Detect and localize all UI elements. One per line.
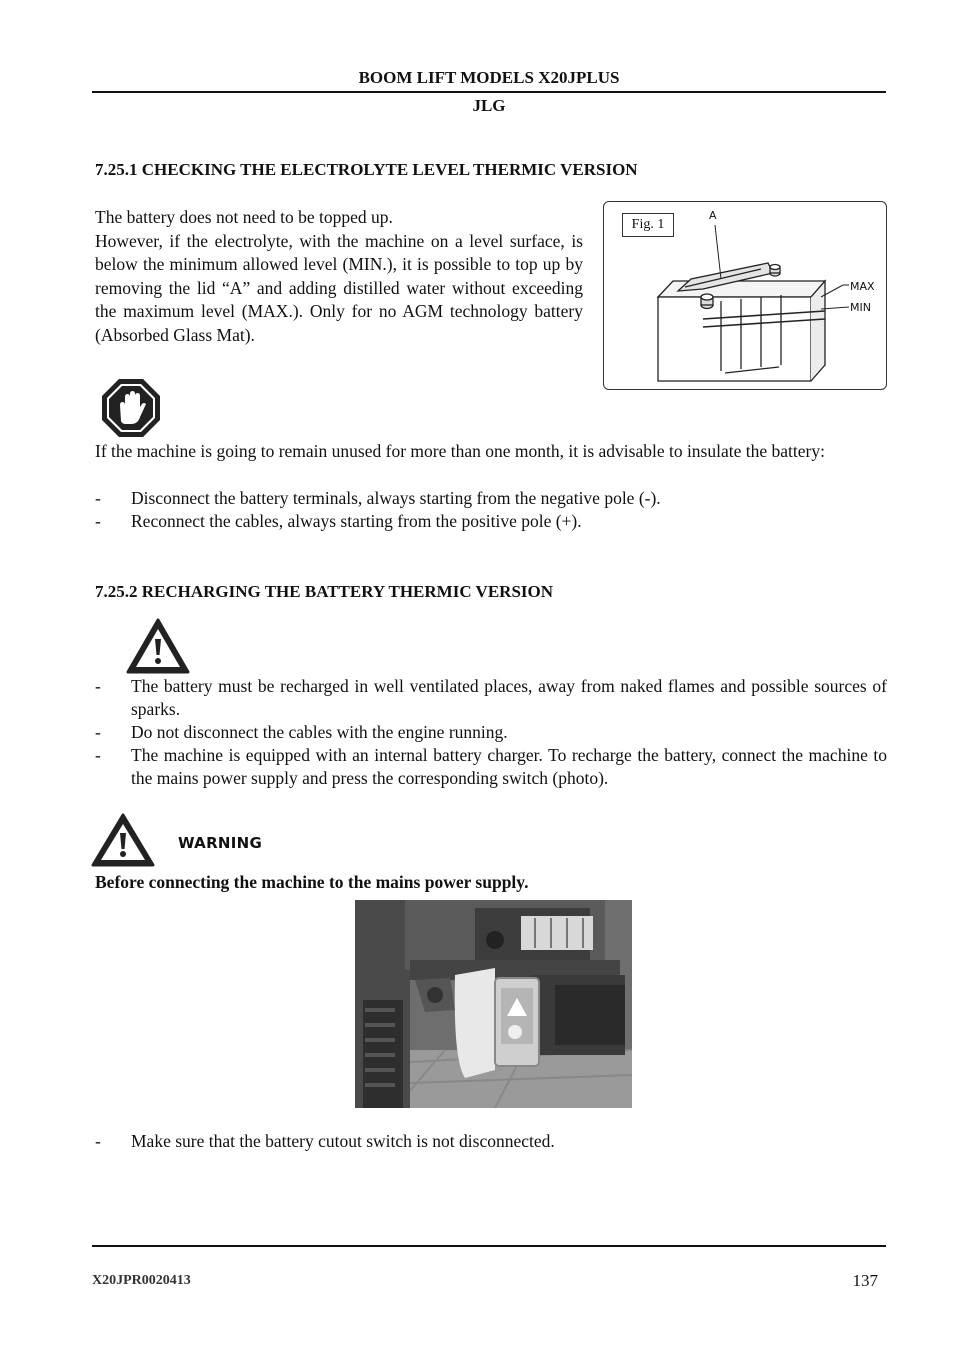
- callout-a: A: [709, 209, 717, 222]
- list-bullet: -: [95, 511, 101, 531]
- stop-hand-icon: [100, 377, 162, 439]
- electrolyte-paragraph: [95, 206, 583, 347]
- footer-rule: [92, 1245, 886, 1247]
- list-item: [95, 487, 887, 510]
- storage-note: If the machine is going to remain unused for more than one month, it is advisable to insulate the battery:: [95, 441, 825, 461]
- paragraph-text: However, if the electrolyte, with the machine on a level surface, is below the minimum allowed level (MIN.), it is possible to top up by removing the lid “A” and adding distilled water without exceeding the maximum level (MAX.). Only for no AGM technology battery (Absorbed Glass Mat).: [95, 230, 583, 345]
- callout-min: MIN: [850, 301, 871, 314]
- list-bullet: -: [95, 722, 101, 742]
- header-rule: [92, 91, 886, 93]
- list-item-text: Make sure that the battery cutout switch is not disconnected.: [131, 1131, 555, 1151]
- page-number: 137: [852, 1271, 878, 1290]
- list-item: [95, 744, 887, 790]
- list-bullet: -: [95, 488, 101, 508]
- warning-triangle-icon: [90, 812, 156, 868]
- list-item: [95, 675, 887, 721]
- paragraph-line: The battery does not need to be topped up.: [95, 207, 393, 227]
- warning-triangle-icon: [125, 617, 191, 675]
- callout-max: MAX: [850, 280, 875, 293]
- final-instructions: [95, 1130, 887, 1153]
- warning-label: WARNING: [178, 834, 263, 852]
- list-bullet: -: [95, 1131, 101, 1151]
- list-bullet: -: [95, 676, 101, 696]
- document-code: X20JPR0020413: [92, 1273, 191, 1288]
- warning-text: Before connecting the machine to the mains power supply.: [95, 872, 529, 892]
- section-heading-electrolyte: 7.25.1 CHECKING THE ELECTROLYTE LEVEL THERMIC VERSION: [95, 160, 638, 179]
- storage-steps: [95, 487, 887, 533]
- list-item: [95, 510, 887, 533]
- list-item-text: Do not disconnect the cables with the engine running.: [131, 722, 508, 742]
- list-item-text: The battery must be recharged in well ventilated places, away from naked flames and possible sources of sparks.: [131, 676, 887, 719]
- document-brand: JLG: [472, 96, 506, 115]
- charger-socket-photo: [355, 900, 632, 1108]
- figure-label: Fig. 1: [622, 213, 674, 237]
- section-heading-recharging: 7.25.2 RECHARGING THE BATTERY THERMIC VERSION: [95, 582, 554, 601]
- list-item: [95, 721, 887, 744]
- recharging-precautions: [95, 675, 887, 790]
- list-item-text: Disconnect the battery terminals, always starting from the negative pole (-).: [131, 488, 661, 508]
- list-item-text: Reconnect the cables, always starting from the positive pole (+).: [131, 511, 582, 531]
- list-item: [95, 1130, 887, 1153]
- list-bullet: -: [95, 745, 101, 765]
- list-item-text: The machine is equipped with an internal battery charger. To recharge the battery, connect the machine to the mains power supply and press the corresponding switch (photo).: [131, 745, 887, 788]
- document-title: BOOM LIFT MODELS X20JPLUS: [358, 68, 620, 87]
